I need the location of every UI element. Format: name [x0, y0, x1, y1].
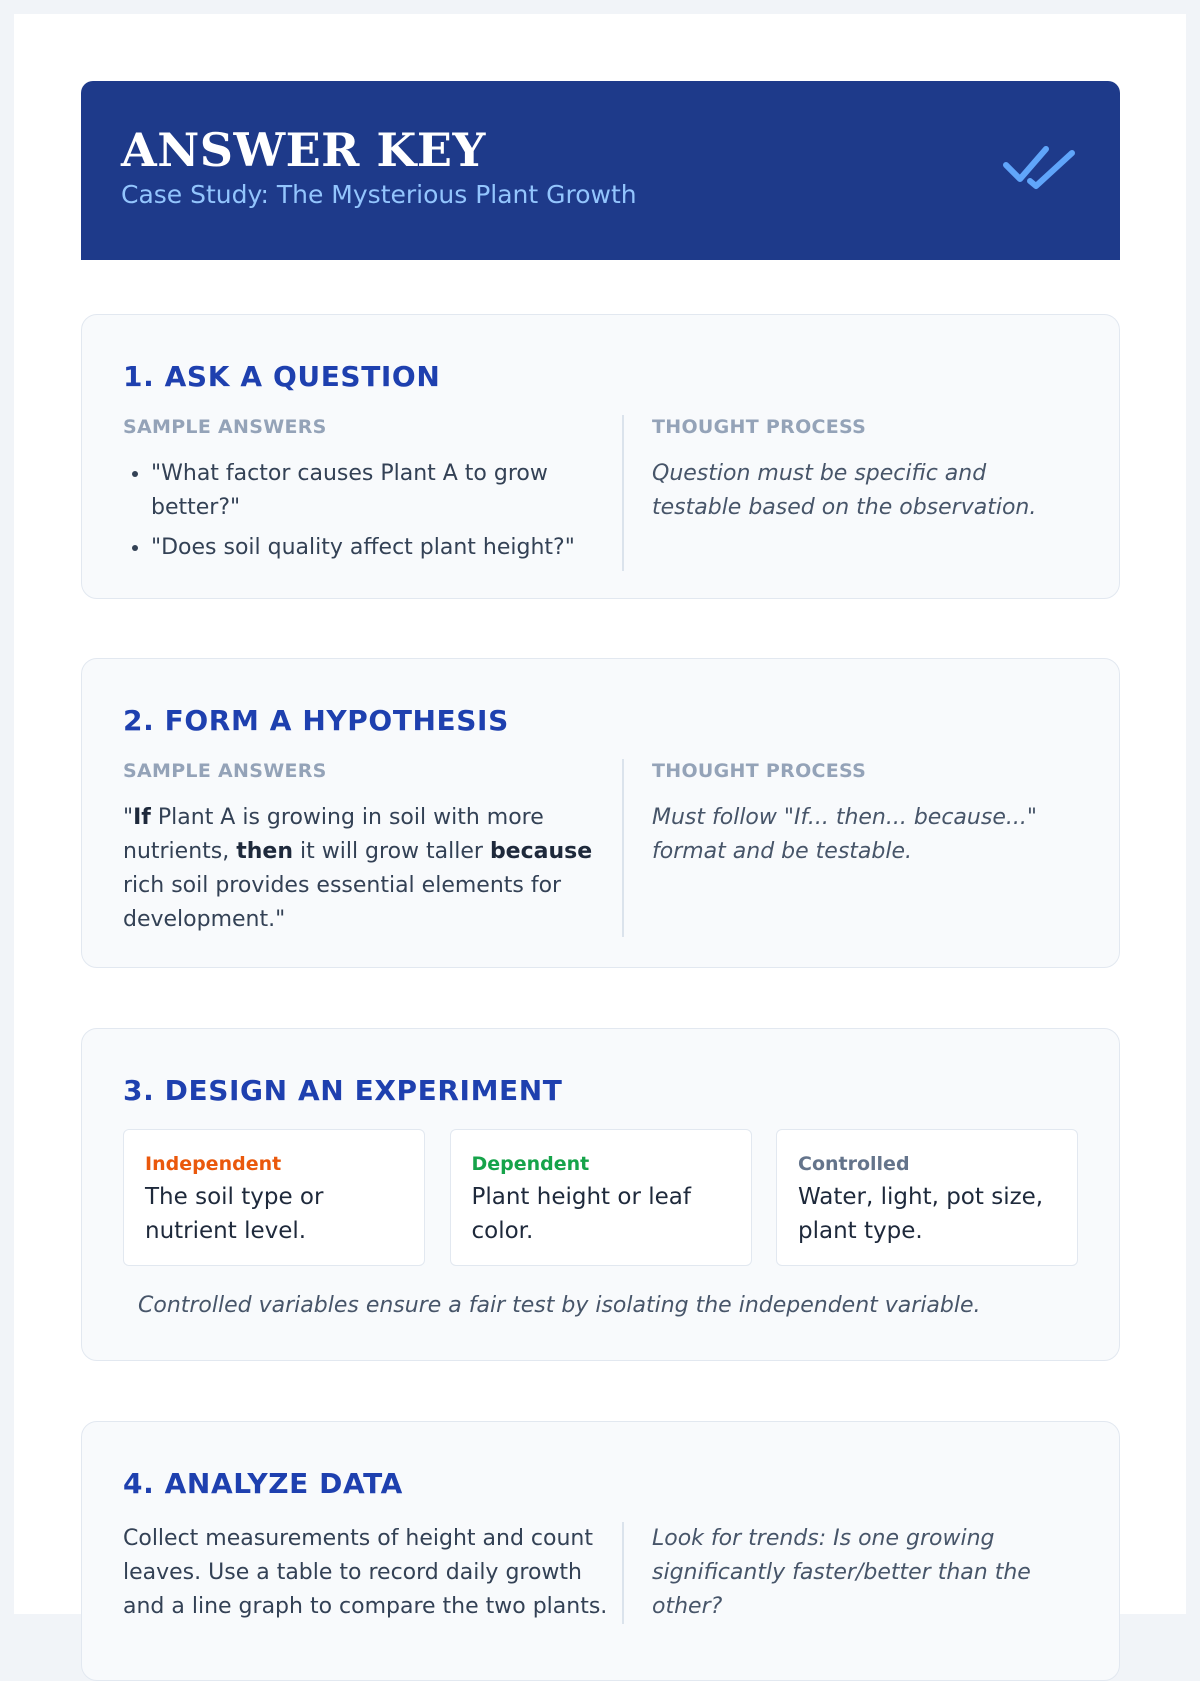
- variable-text: The soil type or nutrient level.: [145, 1184, 324, 1244]
- section-ask-question: [81, 314, 1120, 599]
- variable-text: Plant height or leaf color.: [471, 1184, 691, 1244]
- analysis-text: Collect measurements of height and count leaves. Use a table to record daily growth and a line graph to compare the two plants.: [123, 1526, 608, 1619]
- sample-answers-column: [123, 759, 622, 937]
- list-item: • "Does soil quality affect plant height?": [151, 531, 622, 565]
- thought-process-column: [652, 759, 1078, 937]
- variable-label: Independent: [145, 1153, 282, 1175]
- section-design-experiment: [81, 1028, 1120, 1361]
- variable-label: Controlled: [798, 1153, 910, 1175]
- keyword-because: because: [489, 839, 593, 864]
- section-title: 4. ANALYZE DATA: [123, 1467, 403, 1500]
- variable-dependent: [450, 1129, 752, 1266]
- page-subtitle: Case Study: The Mysterious Plant Growth: [121, 180, 637, 209]
- variables-row: [123, 1129, 1078, 1266]
- experiment-note: Controlled variables ensure a fair test by isolating the independent variable.: [138, 1293, 981, 1318]
- sample-answers-label: SAMPLE ANSWERS: [123, 416, 327, 438]
- section-analyze-data: [81, 1421, 1120, 1681]
- analysis-column: [123, 1522, 622, 1624]
- column-divider: [622, 759, 624, 937]
- variable-label: Dependent: [471, 1153, 590, 1175]
- section-columns: [123, 759, 1078, 937]
- column-divider: [622, 415, 624, 571]
- section-columns: [123, 1522, 1078, 1624]
- keyword-then: then: [236, 839, 293, 864]
- sample-answers-column: [123, 415, 622, 571]
- variable-text: Water, light, pot size, plant type.: [798, 1184, 1044, 1244]
- variable-independent: [123, 1129, 425, 1266]
- double-check-icon: [1002, 139, 1080, 195]
- page-title: ANSWER KEY: [121, 123, 486, 177]
- section-title: 1. ASK A QUESTION: [123, 360, 441, 393]
- thought-process-label: THOUGHT PROCESS: [652, 760, 867, 782]
- hypothesis-text: "If Plant A is growing in soil with more nutrients, then it will grow taller because rich soil provides essential elements for development.": [123, 805, 593, 932]
- thought-process-text: Look for trends: Is one growing significantly faster/better than the other?: [652, 1526, 1031, 1619]
- section-title: 3. DESIGN AN EXPERIMENT: [123, 1074, 563, 1107]
- answer-key-sheet: [14, 14, 1186, 1619]
- header-banner: [81, 81, 1120, 260]
- thought-process-text: Must follow "If... then... because..." format and be testable.: [652, 805, 1037, 864]
- section-columns: [123, 415, 1078, 571]
- keyword-if: If: [133, 805, 151, 830]
- sample-answers-label: SAMPLE ANSWERS: [123, 760, 327, 782]
- thought-process-column: [652, 1522, 1078, 1624]
- thought-process-label: THOUGHT PROCESS: [652, 416, 867, 438]
- section-title: 2. FORM A HYPOTHESIS: [123, 704, 509, 737]
- thought-process-text: Question must be specific and testable based on the observation.: [652, 461, 1037, 520]
- column-divider: [622, 1522, 624, 1624]
- section-form-hypothesis: [81, 658, 1120, 968]
- thought-process-column: [652, 415, 1078, 571]
- sample-answers-list: [123, 457, 622, 565]
- list-item: • "What factor causes Plant A to grow better?": [151, 457, 622, 525]
- variable-controlled: [776, 1129, 1078, 1266]
